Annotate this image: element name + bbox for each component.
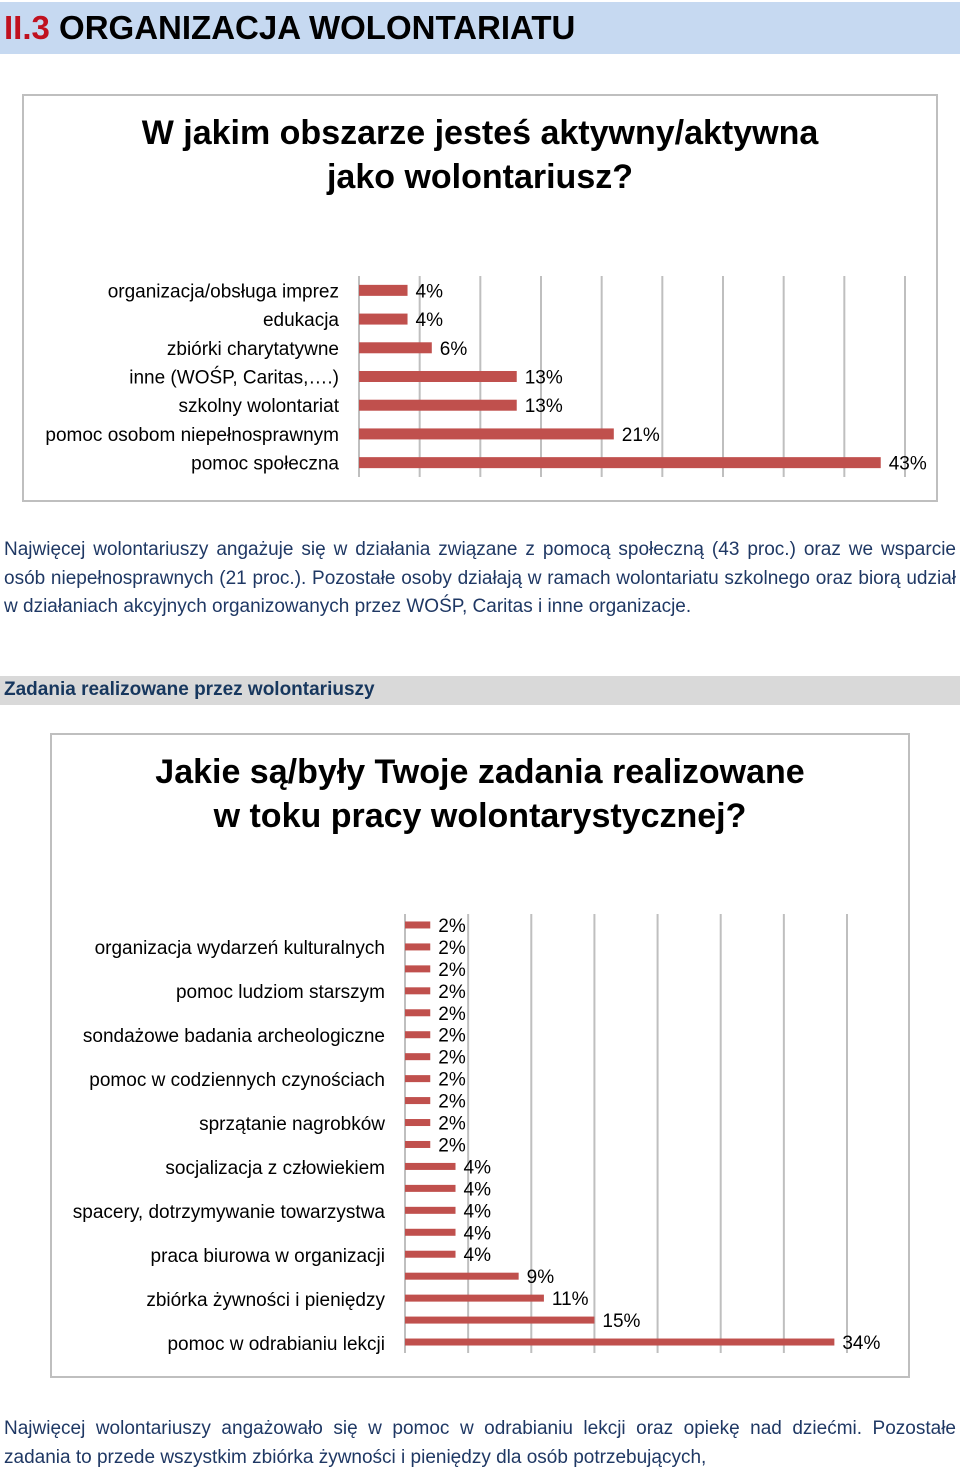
chart2-value-label: 2% bbox=[438, 915, 466, 937]
chart2-bar bbox=[405, 1141, 430, 1148]
chart1-value-label: 21% bbox=[621, 424, 660, 446]
chart2-category-label: sondażowe badania archeologiczne bbox=[82, 1026, 385, 1047]
chart2-value-label: 4% bbox=[463, 1201, 491, 1223]
chart1-category-label: pomoc osobom niepełnosprawnym bbox=[45, 424, 339, 446]
chart1-value-label: 43% bbox=[888, 453, 927, 475]
chart2-bar bbox=[405, 1185, 456, 1192]
chart2-category-label: pomoc w odrabianiu lekcji bbox=[167, 1334, 385, 1355]
chart1-value-label: 4% bbox=[415, 310, 444, 332]
chart2-bar bbox=[405, 1273, 519, 1280]
chart2-bar bbox=[405, 1295, 544, 1302]
chart2-bar bbox=[405, 1207, 456, 1214]
chart2-plot bbox=[52, 735, 908, 1376]
chart1-value-label: 13% bbox=[524, 396, 563, 418]
chart1-title-line2: jako wolontariusz? bbox=[326, 157, 634, 196]
chart2-title-line2: w toku pracy wolontarystycznej? bbox=[213, 796, 747, 835]
chart1-bar bbox=[359, 314, 408, 325]
chart2-bar bbox=[405, 1009, 430, 1016]
chart2-value-label: 2% bbox=[438, 959, 466, 981]
chart1-value-label: 6% bbox=[439, 338, 468, 360]
chart2-bar bbox=[405, 1163, 456, 1170]
chart2-value-label: 2% bbox=[438, 1069, 466, 1091]
chart2-bar bbox=[405, 921, 430, 928]
chart1-category-label: inne (WOŚP, Caritas,….) bbox=[129, 367, 339, 389]
chart2-bar bbox=[405, 965, 430, 972]
chart2-value-label: 9% bbox=[526, 1267, 555, 1289]
chart1-bar bbox=[359, 285, 408, 296]
chart2-category-label: pomoc w codziennych czynościach bbox=[89, 1070, 385, 1091]
section-header bbox=[0, 2, 960, 54]
chart2-value-label: 2% bbox=[438, 1091, 466, 1113]
chart1-plot bbox=[24, 96, 936, 500]
chart2-value-label: 4% bbox=[463, 1223, 491, 1245]
chart2-value-label: 11% bbox=[551, 1289, 589, 1311]
paragraph-1: Najwięcej wolontariuszy angażuje się w działania związane z pomocą społeczną (43 proc.) oraz we wsparcie osób niepełnosprawnych (21 proc.). Pozostałe osoby działają w ramach wolontariatu szkolnego oraz biorą udział w działaniach akcyjnych organizowanych przez WOŚP, Caritas i inne organizacje. bbox=[4, 539, 956, 617]
chart1-bar bbox=[359, 371, 517, 382]
chart2-category-label: praca biurowa w organizacji bbox=[150, 1246, 385, 1267]
chart2-title-line1: Jakie są/były Twoje zadania realizowane bbox=[155, 753, 805, 791]
chart1-category-label: szkolny wolontariat bbox=[178, 396, 339, 418]
chart1-box bbox=[22, 94, 938, 502]
section-title-text: ORGANIZACJA WOLONTARIATU bbox=[59, 9, 576, 46]
chart2-value-label: 15% bbox=[602, 1311, 641, 1333]
chart2-bar bbox=[405, 1229, 456, 1236]
chart2-bar bbox=[405, 987, 430, 994]
chart2-category-label: pomoc ludziom starszym bbox=[175, 982, 385, 1003]
chart1-bar bbox=[359, 342, 432, 353]
chart2-value-label: 2% bbox=[438, 981, 466, 1003]
chart2-bar bbox=[405, 1251, 456, 1258]
paragraph-2: Najwięcej wolontariuszy angażowało się w pomoc w odrabianiu lekcji oraz opiekę nad dziećmi. Pozostałe zadania to przede wszystkim zbiórka żywności i pieniędzy dla osób potrzebujących, bbox=[4, 1418, 956, 1468]
chart2-category-label: organizacja wydarzeń kulturalnych bbox=[94, 938, 385, 959]
chart2-value-label: 4% bbox=[463, 1245, 491, 1267]
chart1-bar bbox=[359, 400, 517, 411]
section-number: II.3 bbox=[4, 9, 50, 46]
chart1-title-line1: W jakim obszarze jesteś aktywny/aktywna bbox=[141, 114, 819, 152]
chart2-value-label: 2% bbox=[438, 1025, 466, 1047]
chart1-bar bbox=[359, 457, 881, 468]
subheader-text: Zadania realizowane przez wolontariuszy bbox=[4, 679, 375, 700]
chart2-value-label: 2% bbox=[438, 1003, 466, 1025]
chart2-bar bbox=[405, 1339, 834, 1346]
chart2-bar bbox=[405, 943, 430, 950]
chart2-bar bbox=[405, 1097, 430, 1104]
chart1-value-label: 4% bbox=[415, 281, 444, 303]
chart2-bar bbox=[405, 1119, 430, 1126]
chart2-value-label: 2% bbox=[438, 1135, 466, 1157]
subheader-bar bbox=[0, 676, 960, 705]
chart2-value-label: 2% bbox=[438, 1047, 466, 1069]
chart2-box bbox=[50, 733, 910, 1378]
chart1-bar bbox=[359, 428, 614, 439]
chart2-bar bbox=[405, 1317, 594, 1324]
section-title bbox=[4, 9, 575, 47]
chart1-category-label: zbiórki charytatywne bbox=[166, 338, 339, 360]
chart2-bar bbox=[405, 1031, 430, 1038]
chart2-value-label: 2% bbox=[438, 937, 466, 959]
chart2-category-label: sprzątanie nagrobków bbox=[199, 1114, 385, 1135]
chart2-bar bbox=[405, 1075, 430, 1082]
chart2-value-label: 4% bbox=[463, 1179, 491, 1201]
chart1-category-label: organizacja/obsługa imprez bbox=[107, 281, 339, 303]
chart2-value-label: 4% bbox=[463, 1157, 491, 1179]
chart2-category-label: zbiórka żywności i pieniędzy bbox=[146, 1290, 385, 1311]
chart1-category-label: edukacja bbox=[262, 310, 339, 332]
chart2-bar bbox=[405, 1053, 430, 1060]
chart2-category-label: socjalizacja z człowiekiem bbox=[165, 1158, 385, 1179]
chart2-value-label: 34% bbox=[842, 1333, 881, 1355]
chart2-category-label: spacery, dotrzymywanie towarzystwa bbox=[72, 1202, 385, 1223]
chart1-category-label: pomoc społeczna bbox=[191, 453, 339, 475]
chart2-value-label: 2% bbox=[438, 1113, 466, 1135]
chart1-value-label: 13% bbox=[524, 367, 563, 389]
